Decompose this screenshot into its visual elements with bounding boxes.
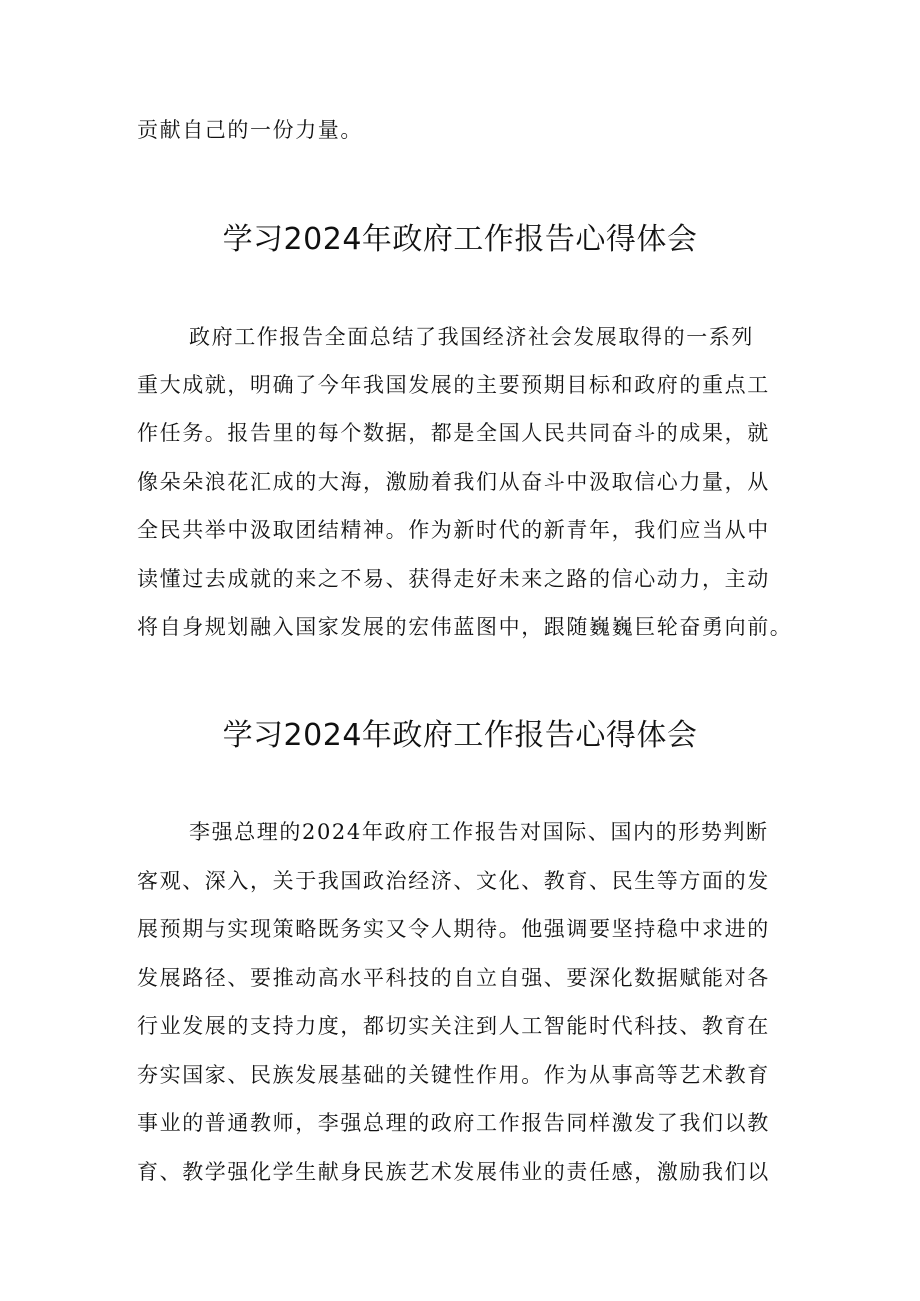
- carryover-paragraph: 贡献自己的一份力量。: [137, 118, 363, 142]
- paragraph-line: 将自身规划融入国家发展的宏伟蓝图中，跟随巍巍巨轮奋勇向前。: [137, 615, 793, 639]
- section-title: 学习2024年政府工作报告心得体会: [222, 718, 698, 753]
- paragraph-line: 读懂过去成就的来之不易、获得走好未来之路的信心动力，主动: [137, 567, 770, 591]
- paragraph-line: 李强总理的2024年政府工作报告对国际、国内的形势判断: [189, 820, 769, 844]
- section-title: 学习2024年政府工作报告心得体会: [222, 222, 698, 257]
- paragraph-line: 事业的普通教师，李强总理的政府工作报告同样激发了我们以教: [137, 1111, 770, 1135]
- paragraph-line: 育、教学强化学生献身民族艺术发展伟业的责任感，激励我们以: [137, 1160, 770, 1184]
- paragraph-line: 展预期与实现策略既务实又令人期待。他强调要坚持稳中求进的: [137, 917, 770, 941]
- paragraph-line: 像朵朵浪花汇成的大海，激励着我们从奋斗中汲取信心力量，从: [137, 470, 770, 494]
- paragraph-line: 政府工作报告全面总结了我国经济社会发展取得的一系列: [189, 325, 754, 349]
- paragraph-line: 全民共举中汲取团结精神。作为新时代的新青年，我们应当从中: [137, 518, 770, 542]
- paragraph-line: 行业发展的支持力度，都切实关注到人工智能时代科技、教育在: [137, 1014, 770, 1038]
- paragraph-line: 发展路径、要推动高水平科技的自立自强、要深化数据赋能对各: [137, 966, 770, 990]
- paragraph-line: 夯实国家、民族发展基础的关键性作用。作为从事高等艺术教育: [137, 1063, 770, 1087]
- paragraph-line: 客观、深入，关于我国政治经济、文化、教育、民生等方面的发: [137, 869, 770, 893]
- paragraph-line: 作任务。报告里的每个数据，都是全国人民共同奋斗的成果，就: [137, 421, 770, 445]
- paragraph-line: 重大成就，明确了今年我国发展的主要预期目标和政府的重点工: [137, 373, 770, 397]
